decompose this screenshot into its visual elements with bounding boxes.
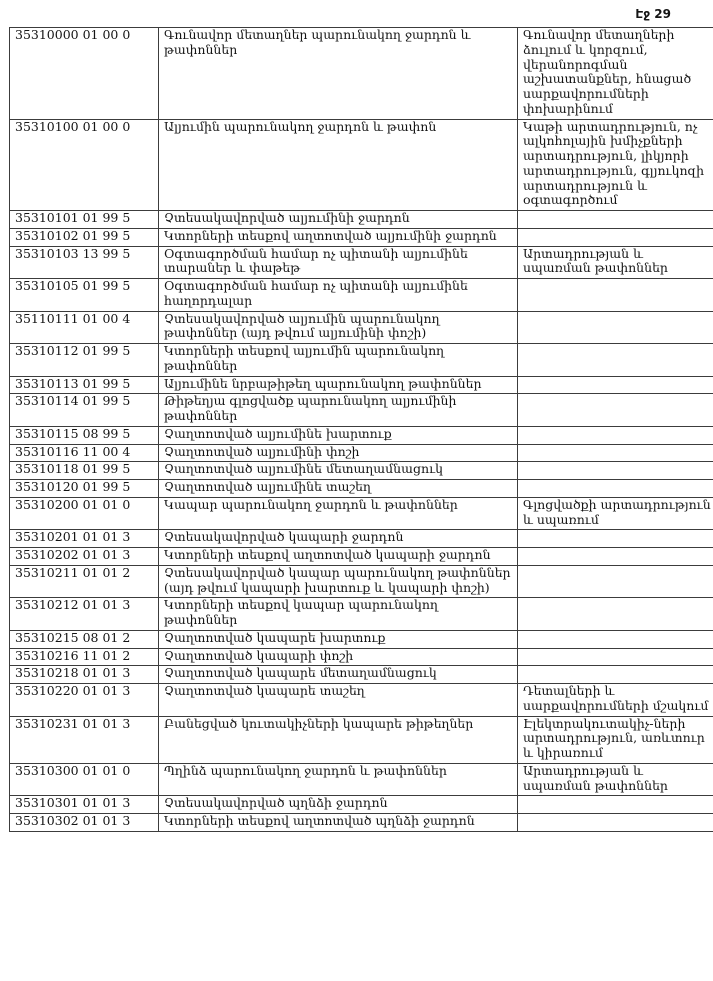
- row-description-cell: Կտորների տեսքով կապար պարունակող թափոններ: [159, 598, 518, 631]
- row-description-cell: Չտեսակավորված ալյումինի ջարդոն: [159, 211, 518, 229]
- table-row: [10, 814, 713, 832]
- table-row: [10, 462, 713, 480]
- row-code-cell: 35310116 11 00 4: [10, 444, 159, 462]
- table-row: [10, 480, 713, 498]
- row-note-cell: [518, 228, 713, 246]
- row-note-cell: [518, 666, 713, 684]
- table-row: [10, 598, 713, 631]
- row-code-cell: 35310101 01 99 5: [10, 211, 159, 229]
- table-row: [10, 666, 713, 684]
- row-code-cell: 35310216 11 01 2: [10, 648, 159, 666]
- row-code-cell: 35310103 13 99 5: [10, 246, 159, 279]
- row-note-cell: [518, 598, 713, 631]
- row-code-cell: 35110111 01 00 4: [10, 311, 159, 344]
- row-description-cell: Գունավոր մետաղներ պարունակող ջարդոն և թափոններ: [159, 28, 518, 120]
- row-note-cell: Կաթի արտադրություն, ոչ ալկոհոլային խմիչքների արտադրություն, լիկյորի արտադրություն, գլյուկոզի արտադրություն և օգտագործում: [518, 119, 713, 211]
- row-code-cell: 35310114 01 99 5: [10, 394, 159, 427]
- table-row: [10, 565, 713, 598]
- table-row: [10, 648, 713, 666]
- row-description-cell: Բանեցված կուտակիչների կապարե թիթեղներ: [159, 716, 518, 763]
- row-code-cell: 35310120 01 99 5: [10, 480, 159, 498]
- row-note-cell: [518, 648, 713, 666]
- row-description-cell: Չաղտոտված ալյումինի փոշի: [159, 444, 518, 462]
- row-note-cell: Գունավոր մետաղների ձուլում և կորզում, վերանորոգման աշխատանքներ, հնացած սարքավորումների փոխարինում: [518, 28, 713, 120]
- row-description-cell: Չաղտոտված կապարե խարտուք: [159, 630, 518, 648]
- row-description-cell: Չաղտոտված կապարե մետաղամնացուկ: [159, 666, 518, 684]
- row-note-cell: Դետալների և սարքավորումների մշակում: [518, 684, 713, 717]
- row-code-cell: 35310218 01 01 3: [10, 666, 159, 684]
- row-code-cell: 35310118 01 99 5: [10, 462, 159, 480]
- row-description-cell: Օգտագործման համար ոչ պիտանի ալյումինե հաղորդալար: [159, 279, 518, 312]
- row-description-cell: Պղինձ պարունակող ջարդոն և թափոններ: [159, 763, 518, 796]
- row-note-cell: [518, 311, 713, 344]
- row-code-cell: 35310201 01 01 3: [10, 530, 159, 548]
- row-code-cell: 35310115 08 99 5: [10, 426, 159, 444]
- row-note-cell: [518, 548, 713, 566]
- row-code-cell: 35310301 01 01 3: [10, 796, 159, 814]
- row-code-cell: 35310220 01 01 3: [10, 684, 159, 717]
- row-description-cell: Կապար պարունակող ջարդոն և թափոններ: [159, 497, 518, 530]
- waste-codes-table: [9, 27, 713, 832]
- row-description-cell: Կտորների տեսքով աղտոտված ալյումինի ջարդոն: [159, 228, 518, 246]
- row-description-cell: Չտեսակավորված ալյումին պարունակող թափոններ (այդ թվում ալյումինի փոշի): [159, 311, 518, 344]
- table-row: [10, 444, 713, 462]
- row-description-cell: Չտեսակավորված կապար պարունակող թափոններ (այդ թվում կապարի խարտուք և կապարի փոշի): [159, 565, 518, 598]
- row-description-cell: Չտեսակավորված կապարի ջարդոն: [159, 530, 518, 548]
- row-note-cell: Արտադրության և սպառման թափոններ: [518, 763, 713, 796]
- table-row: [10, 279, 713, 312]
- row-note-cell: Արտադրության և սպառման թափոններ: [518, 246, 713, 279]
- row-note-cell: [518, 530, 713, 548]
- row-code-cell: 35310211 01 01 2: [10, 565, 159, 598]
- row-description-cell: Չաղտոտված ալյումինե տաշեղ: [159, 480, 518, 498]
- row-note-cell: [518, 394, 713, 427]
- row-description-cell: Կտորների տեսքով աղտոտված պղնձի ջարդոն: [159, 814, 518, 832]
- table-row: [10, 394, 713, 427]
- row-note-cell: [518, 480, 713, 498]
- row-code-cell: 35310000 01 00 0: [10, 28, 159, 120]
- table-row: [10, 344, 713, 377]
- table-row: [10, 246, 713, 279]
- row-code-cell: 35310200 01 01 0: [10, 497, 159, 530]
- row-note-cell: [518, 279, 713, 312]
- row-note-cell: [518, 344, 713, 377]
- row-description-cell: Չտեսակավորված պղնձի ջարդոն: [159, 796, 518, 814]
- row-note-cell: [518, 462, 713, 480]
- table-row: [10, 211, 713, 229]
- table-row: [10, 716, 713, 763]
- row-description-cell: Չաղտոտված ալյումինե մետաղամնացուկ: [159, 462, 518, 480]
- table-body: [10, 28, 713, 832]
- row-note-cell: [518, 565, 713, 598]
- row-note-cell: [518, 814, 713, 832]
- row-description-cell: Օգտագործման համար ոչ պիտանի ալյումինե տարաներ և փաթեթ: [159, 246, 518, 279]
- row-code-cell: 35310113 01 99 5: [10, 376, 159, 394]
- row-note-cell: [518, 796, 713, 814]
- row-description-cell: Ալյումինե նրբաթիթեղ պարունակող թափոններ: [159, 376, 518, 394]
- page-number: Էջ 29: [635, 7, 671, 21]
- table-row: [10, 497, 713, 530]
- table-row: [10, 426, 713, 444]
- row-description-cell: Չաղտոտված կապարե տաշեղ: [159, 684, 518, 717]
- row-code-cell: 35310231 01 01 3: [10, 716, 159, 763]
- table-row: [10, 684, 713, 717]
- row-code-cell: 35310100 01 00 0: [10, 119, 159, 211]
- row-note-cell: [518, 426, 713, 444]
- table-row: [10, 548, 713, 566]
- row-description-cell: Չաղտոտված ալյումինե խարտուք: [159, 426, 518, 444]
- table-row: [10, 119, 713, 211]
- row-code-cell: 35310112 01 99 5: [10, 344, 159, 377]
- row-note-cell: Գլոցվածքի արտադրություն և սպառում: [518, 497, 713, 530]
- row-code-cell: 35310202 01 01 3: [10, 548, 159, 566]
- row-description-cell: Ալյումին պարունակող ջարդոն և թափոն: [159, 119, 518, 211]
- table-row: [10, 376, 713, 394]
- row-description-cell: Կտորների տեսքով աղտոտված կապարի ջարդոն: [159, 548, 518, 566]
- table-row: [10, 530, 713, 548]
- row-note-cell: [518, 444, 713, 462]
- row-description-cell: Կտորների տեսքով ալյումին պարունակող թափոններ: [159, 344, 518, 377]
- table-row: [10, 311, 713, 344]
- row-description-cell: Չաղտոտված կապարի փոշի: [159, 648, 518, 666]
- row-code-cell: 35310300 01 01 0: [10, 763, 159, 796]
- row-code-cell: 35310212 01 01 3: [10, 598, 159, 631]
- row-note-cell: [518, 376, 713, 394]
- table-row: [10, 630, 713, 648]
- row-code-cell: 35310105 01 99 5: [10, 279, 159, 312]
- table-row: [10, 796, 713, 814]
- table-row: [10, 763, 713, 796]
- row-note-cell: [518, 211, 713, 229]
- row-note-cell: Էլեկտրակուտակիչ-ների արտադրություն, առևտուր և կիրառում: [518, 716, 713, 763]
- table-row: [10, 28, 713, 120]
- table-row: [10, 228, 713, 246]
- row-note-cell: [518, 630, 713, 648]
- row-code-cell: 35310102 01 99 5: [10, 228, 159, 246]
- row-code-cell: 35310302 01 01 3: [10, 814, 159, 832]
- row-code-cell: 35310215 08 01 2: [10, 630, 159, 648]
- row-description-cell: Թիթեղյա գլոցվածք պարունակող ալյումինի թափոններ: [159, 394, 518, 427]
